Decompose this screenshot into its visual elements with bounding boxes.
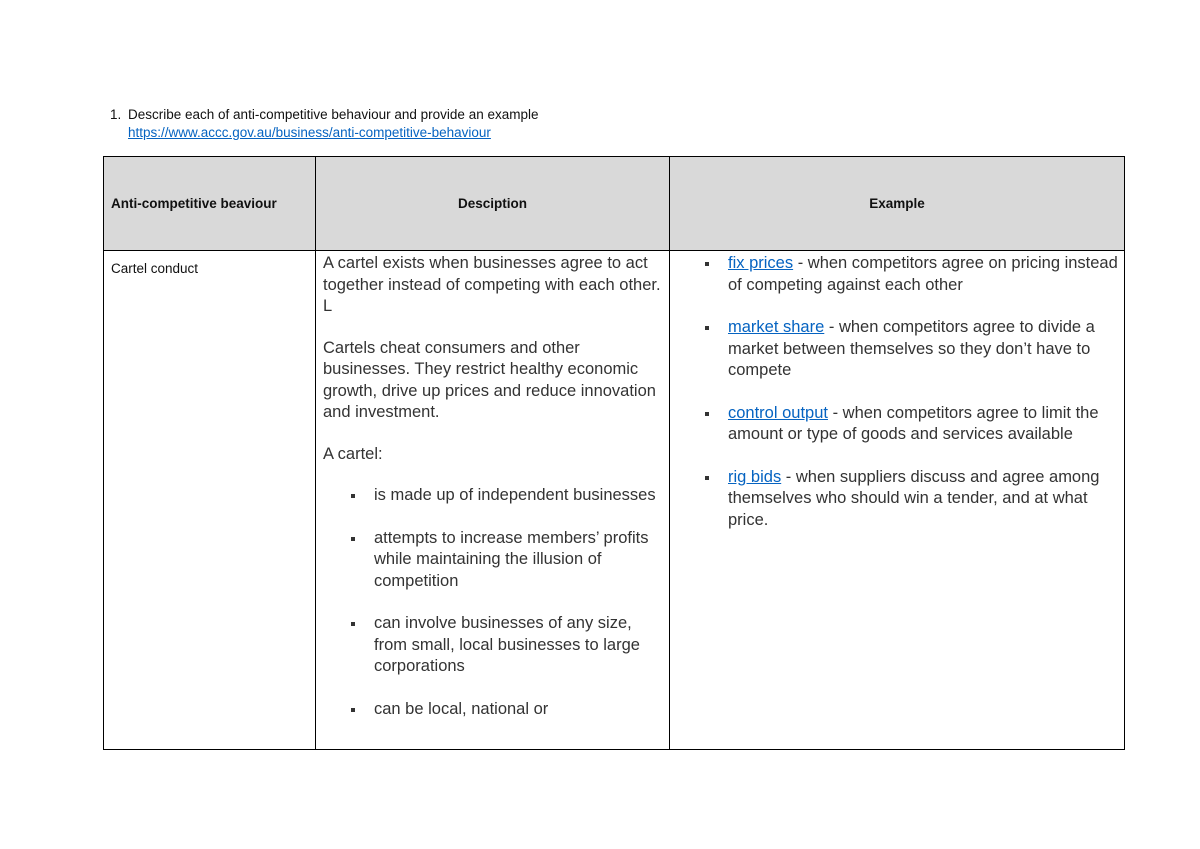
list-item — [670, 253, 1118, 296]
description-paragraph: A cartel exists when businesses agree to act together instead of competing with each other. L — [323, 254, 661, 315]
example-link-rig-bids[interactable]: rig bids — [728, 467, 782, 486]
examples-list — [670, 253, 1118, 531]
example-text: - when competitors agree to limit the amount or type of goods and services available — [728, 403, 1099, 443]
question-number: 1. — [110, 107, 122, 122]
example-text: - when competitors agree on pricing instead of competing against each other — [728, 254, 1118, 294]
description-paragraph: A cartel: — [323, 444, 383, 463]
list-item: can be local, national or — [323, 699, 663, 721]
list-item — [670, 403, 1118, 446]
behaviour-table — [103, 156, 1125, 750]
example-link-control-output[interactable]: control output — [728, 403, 828, 422]
example-text: - when suppliers discuss and agree among themselves who should win a tender, and at what price. — [728, 467, 1100, 529]
example-link-market-share[interactable]: market share — [728, 318, 825, 336]
list-item: can involve businesses of any size, from small, local businesses to large corporations — [323, 613, 663, 678]
list-item: attempts to increase members’ profits while maintaining the illusion of competition — [323, 528, 663, 593]
table-header-row — [104, 157, 1125, 251]
list-item — [670, 317, 1118, 382]
description-cell — [316, 251, 670, 750]
description-paragraph: Cartels cheat consumers and other businesses. They restrict healthy economic growth, drive up prices and reduce innovation and investment. — [323, 338, 656, 421]
table-row — [104, 251, 1125, 750]
header-behaviour: Anti-competitive beaviour — [104, 157, 316, 251]
header-example: Example — [670, 157, 1125, 251]
example-cell — [670, 251, 1125, 750]
header-description: Desciption — [316, 157, 670, 251]
cartel-traits-list — [323, 485, 663, 720]
example-text: - when competitors agree to divide a market between themselves so they don’t have to compete — [728, 318, 1095, 379]
question-text: Describe each of anti-competitive behaviour and provide an example — [128, 107, 539, 122]
behaviour-cell: Cartel conduct — [104, 251, 316, 750]
list-item: is made up of independent businesses — [323, 485, 663, 507]
reference-link[interactable]: https://www.accc.gov.au/business/anti-competitive-behaviour — [128, 125, 491, 140]
list-item — [670, 467, 1118, 532]
question-block — [110, 106, 538, 142]
example-link-fix-prices[interactable]: fix prices — [728, 254, 794, 272]
